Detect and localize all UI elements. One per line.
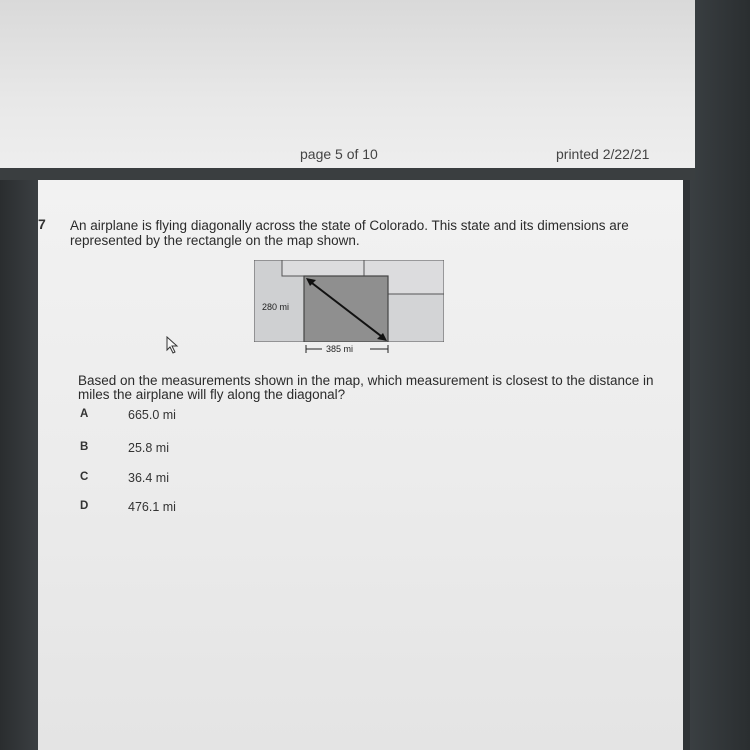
question-text: An airplane is flying diagonally across the state of Colorado. This state and its dimensions are represented by the rectangle on the map shown. <box>70 218 629 248</box>
width-label: 385 mi <box>326 344 354 354</box>
choice-value: 476.1 mi <box>128 500 176 514</box>
choice-value: 665.0 mi <box>128 408 176 422</box>
choice-letter: B <box>80 441 89 453</box>
monitor-bezel-left <box>0 170 40 750</box>
previous-page <box>0 0 695 168</box>
choice-letter: A <box>80 408 89 420</box>
choice-value: 25.8 mi <box>128 441 169 455</box>
question-number: 7 <box>38 216 46 232</box>
page-number: page 5 of 10 <box>300 146 378 162</box>
printed-date: printed 2/22/21 <box>556 146 650 162</box>
question-page <box>38 180 683 750</box>
width-dimension <box>304 342 394 356</box>
map-neighbor-north <box>282 260 364 276</box>
height-label: 280 mi <box>262 302 290 312</box>
mouse-pointer-icon <box>166 336 180 354</box>
colorado-map <box>254 260 444 342</box>
choice-letter: C <box>80 471 89 483</box>
map-neighbor-east <box>388 294 444 342</box>
choice-letter: D <box>80 500 89 512</box>
page-gap <box>0 168 695 180</box>
question-prompt: Based on the measurements shown in the map, which measurement is closest to the distance in miles the airplane will fly along the diagonal? <box>78 373 654 402</box>
choice-value: 36.4 mi <box>128 471 169 485</box>
monitor-bezel-right <box>690 0 750 750</box>
